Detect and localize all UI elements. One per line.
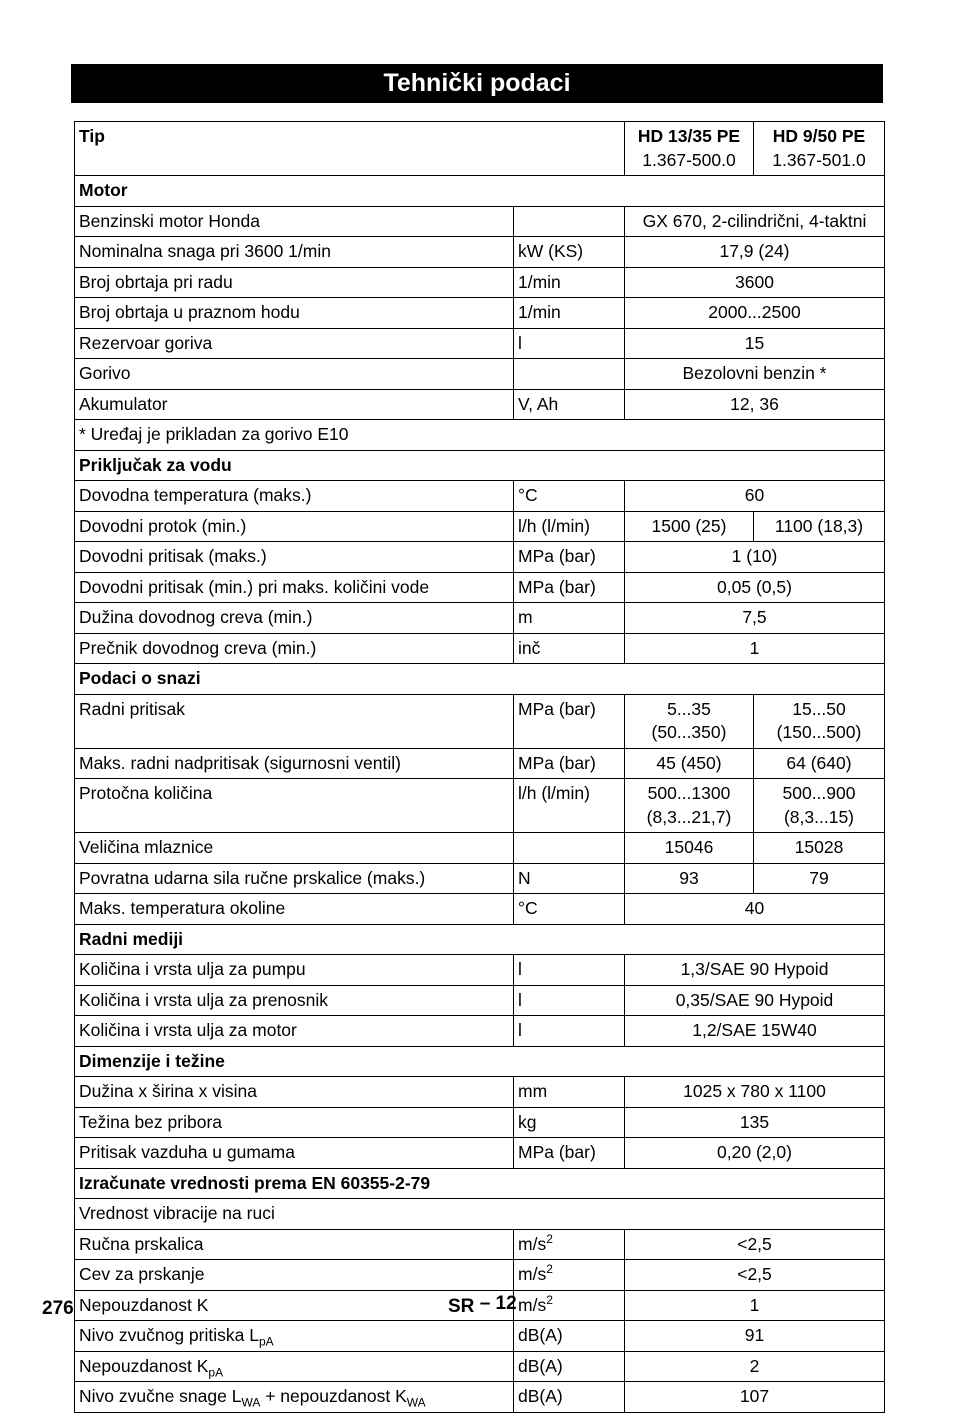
- row-label: Nepouzdanost K: [75, 1290, 514, 1321]
- label-text: Nivo zvučne snage L: [79, 1386, 242, 1406]
- label-text: Nivo zvučnog pritiska L: [79, 1325, 259, 1345]
- row-value-model1: [625, 779, 754, 833]
- row-label: Količina i vrsta ulja za prenosnik: [75, 985, 514, 1016]
- section-row: [75, 664, 885, 695]
- row-label: Dovodna temperatura (maks.): [75, 481, 514, 512]
- label-subscript: pA: [208, 1365, 224, 1379]
- fuel-note: * Uređaj je prikladan za gorivo E10: [75, 420, 885, 451]
- table-row: [75, 1138, 885, 1169]
- table-row: [75, 1321, 885, 1352]
- table-row: [75, 894, 885, 925]
- table-row: [75, 359, 885, 390]
- section-row: [75, 450, 885, 481]
- section-water: Priključak za vodu: [75, 450, 885, 481]
- row-value: 0,35/SAE 90 Hypoid: [625, 985, 885, 1016]
- row-value: 1: [625, 633, 885, 664]
- row-label: Dužina x širina x visina: [75, 1077, 514, 1108]
- table-row: [75, 206, 885, 237]
- row-label: Količina i vrsta ulja za pumpu: [75, 955, 514, 986]
- subsection-row: [75, 1199, 885, 1230]
- row-value-model2: [754, 694, 885, 748]
- section-power: Podaci o snazi: [75, 664, 885, 695]
- row-unit: kW (KS): [514, 237, 625, 268]
- table-row: [75, 542, 885, 573]
- row-label: Broj obrtaja u praznom hodu: [75, 298, 514, 329]
- row-value-model2: 79: [754, 863, 885, 894]
- row-unit: 1/min: [514, 267, 625, 298]
- unit-text: m/s: [518, 1233, 547, 1254]
- table-row: [75, 955, 885, 986]
- row-unit: °C: [514, 481, 625, 512]
- row-label: Prečnik dovodnog creva (min.): [75, 633, 514, 664]
- row-value: GX 670, 2-cilindrični, 4-taktni: [625, 206, 885, 237]
- table-row: [75, 1260, 885, 1291]
- model2-header: [754, 122, 885, 176]
- note-row: [75, 420, 885, 451]
- section-row: [75, 924, 885, 955]
- row-label: [75, 1321, 514, 1352]
- row-unit: [514, 1229, 625, 1260]
- table-row: [75, 1016, 885, 1047]
- row-unit: kg: [514, 1107, 625, 1138]
- row-unit: inč: [514, 633, 625, 664]
- unit-exponent: 2: [546, 1262, 553, 1277]
- row-unit: dB(A): [514, 1382, 625, 1413]
- row-label: Pritisak vazduha u gumama: [75, 1138, 514, 1169]
- model1-header: [625, 122, 754, 176]
- row-unit: 1/min: [514, 298, 625, 329]
- row-value-model1: 1500 (25): [625, 511, 754, 542]
- row-unit: mm: [514, 1077, 625, 1108]
- row-unit: MPa (bar): [514, 748, 625, 779]
- row-unit: MPa (bar): [514, 572, 625, 603]
- row-unit: MPa (bar): [514, 542, 625, 573]
- row-value: 1 (10): [625, 542, 885, 573]
- table-row: [75, 985, 885, 1016]
- row-value-model1: [625, 694, 754, 748]
- row-value: 15: [625, 328, 885, 359]
- label-subscript: WA: [406, 1395, 426, 1410]
- row-unit: l/h (l/min): [514, 511, 625, 542]
- row-value: 1,3/SAE 90 Hypoid: [625, 955, 885, 986]
- row-unit: MPa (bar): [514, 1138, 625, 1169]
- label-text: Nepouzdanost K: [79, 1355, 209, 1376]
- value-line: (50...350): [651, 722, 727, 742]
- row-unit: MPa (bar): [514, 694, 625, 748]
- row-label: Benzinski motor Honda: [75, 206, 514, 237]
- row-label: Maks. temperatura okoline: [75, 894, 514, 925]
- row-value: 3600: [625, 267, 885, 298]
- row-unit: dB(A): [514, 1321, 625, 1352]
- row-unit: N: [514, 863, 625, 894]
- row-value-model2: 15028: [754, 833, 885, 864]
- label-text: + nepouzdanost K: [260, 1386, 407, 1406]
- row-value: 7,5: [625, 603, 885, 634]
- table-row: [75, 779, 885, 833]
- table-row: [75, 633, 885, 664]
- row-label: [75, 1382, 514, 1413]
- row-unit: [514, 206, 625, 237]
- row-value: Bezolovni benzin *: [625, 359, 885, 390]
- row-label: [75, 1351, 514, 1382]
- row-value: 0,20 (2,0): [625, 1138, 885, 1169]
- row-value: 107: [625, 1382, 885, 1413]
- row-unit: [514, 1290, 625, 1321]
- row-label: Povratna udarna sila ručne prskalice (maks.): [75, 863, 514, 894]
- table-row: [75, 1077, 885, 1108]
- row-unit: l: [514, 1016, 625, 1047]
- row-value-model1: 93: [625, 863, 754, 894]
- row-label: Gorivo: [75, 359, 514, 390]
- table-row: [75, 1351, 885, 1382]
- model2-name: HD 9/50 PE: [772, 126, 866, 146]
- row-value: <2,5: [625, 1260, 885, 1291]
- value-line: (8,3...21,7): [646, 806, 732, 827]
- table-row: [75, 1229, 885, 1260]
- table-row: [75, 1107, 885, 1138]
- row-value: 2000...2500: [625, 298, 885, 329]
- row-value-model1: 15046: [625, 833, 754, 864]
- row-value: <2,5: [625, 1229, 885, 1260]
- table-row: [75, 572, 885, 603]
- table-row: [75, 833, 885, 864]
- model1-code: 1.367-500.0: [642, 149, 736, 170]
- row-value: 12, 36: [625, 389, 885, 420]
- label-subscript: pA: [258, 1334, 274, 1349]
- row-label: Akumulator: [75, 389, 514, 420]
- section-row: [75, 1046, 885, 1077]
- row-unit: dB(A): [514, 1351, 625, 1382]
- row-value: 60: [625, 481, 885, 512]
- footer-section-label: [448, 1293, 517, 1318]
- page-number: 276: [42, 1298, 74, 1319]
- section-calc: Izračunate vrednosti prema EN 60355-2-79: [75, 1168, 885, 1199]
- section-motor: Motor: [75, 176, 885, 207]
- unit-exponent: 2: [546, 1231, 553, 1246]
- table-row: [75, 389, 885, 420]
- section-media: Radni mediji: [75, 924, 885, 955]
- header-row: [75, 122, 885, 176]
- row-value-model1: 45 (450): [625, 748, 754, 779]
- tip-label: Tip: [75, 122, 625, 176]
- table-row: [75, 481, 885, 512]
- section-row: [75, 1168, 885, 1199]
- row-label: Dovodni pritisak (maks.): [75, 542, 514, 573]
- page-title: Tehnički podaci: [71, 64, 883, 103]
- label-subscript: WA: [241, 1395, 261, 1410]
- row-value: 1: [625, 1290, 885, 1321]
- row-value: 135: [625, 1107, 885, 1138]
- row-unit: °C: [514, 894, 625, 925]
- row-value-model2: 64 (640): [754, 748, 885, 779]
- table-row: [75, 863, 885, 894]
- row-label: Maks. radni nadpritisak (sigurnosni ventil): [75, 748, 514, 779]
- row-unit: [514, 833, 625, 864]
- unit-text: m/s: [518, 1264, 547, 1284]
- row-value: 40: [625, 894, 885, 925]
- unit-exponent: 2: [546, 1292, 553, 1307]
- row-unit: l: [514, 328, 625, 359]
- row-unit: V, Ah: [514, 389, 625, 420]
- row-value: 0,05 (0,5): [625, 572, 885, 603]
- spec-table: [74, 121, 885, 1413]
- model1-name: HD 13/35 PE: [637, 126, 741, 146]
- value-line: 500...1300: [647, 783, 731, 803]
- row-value-model2: 1100 (18,3): [754, 511, 885, 542]
- model2-code: 1.367-501.0: [772, 149, 866, 170]
- row-unit: m: [514, 603, 625, 634]
- value-line: 15...50: [792, 698, 846, 719]
- row-unit: l/h (l/min): [514, 779, 625, 833]
- row-label: Broj obrtaja pri radu: [75, 267, 514, 298]
- row-value-model2: [754, 779, 885, 833]
- row-label: Težina bez pribora: [75, 1107, 514, 1138]
- row-label: Dovodni protok (min.): [75, 511, 514, 542]
- row-label: Količina i vrsta ulja za motor: [75, 1016, 514, 1047]
- row-unit: [514, 359, 625, 390]
- row-label: Protočna količina: [75, 779, 514, 833]
- row-label: Dovodni pritisak (min.) pri maks. količini vode: [75, 572, 514, 603]
- row-label: Dužina dovodnog creva (min.): [75, 603, 514, 634]
- row-unit: l: [514, 985, 625, 1016]
- table-row: [75, 267, 885, 298]
- footer-dash: –: [479, 1293, 491, 1314]
- table-row: [75, 603, 885, 634]
- language-code: SR: [448, 1296, 475, 1317]
- value-line: (8,3...15): [783, 806, 855, 827]
- row-label: Nominalna snaga pri 3600 1/min: [75, 237, 514, 268]
- row-label: Rezervoar goriva: [75, 328, 514, 359]
- row-value: 91: [625, 1321, 885, 1352]
- row-label: Ručna prskalica: [75, 1229, 514, 1260]
- table-row: [75, 694, 885, 748]
- unit-text: m/s: [518, 1294, 547, 1315]
- value-line: 5...35: [667, 698, 711, 719]
- table-row: [75, 237, 885, 268]
- row-unit: l: [514, 955, 625, 986]
- section-row: [75, 176, 885, 207]
- table-row: [75, 511, 885, 542]
- row-unit: [514, 1260, 625, 1291]
- row-value: 1025 x 780 x 1100: [625, 1077, 885, 1108]
- table-row: [75, 748, 885, 779]
- row-value: 2: [625, 1351, 885, 1382]
- row-label: Cev za prskanje: [75, 1260, 514, 1291]
- value-line: 500...900: [782, 783, 856, 803]
- vibration-subheading: Vrednost vibracije na ruci: [75, 1199, 885, 1230]
- section-dims: Dimenzije i težine: [75, 1046, 885, 1077]
- row-value: 1,2/SAE 15W40: [625, 1016, 885, 1047]
- value-line: (150...500): [776, 722, 862, 742]
- table-row: [75, 298, 885, 329]
- row-value: 17,9 (24): [625, 237, 885, 268]
- section-page-number: 12: [495, 1293, 517, 1314]
- row-label: Radni pritisak: [75, 694, 514, 748]
- row-label: Veličina mlaznice: [75, 833, 514, 864]
- table-row: [75, 1382, 885, 1413]
- table-row: [75, 328, 885, 359]
